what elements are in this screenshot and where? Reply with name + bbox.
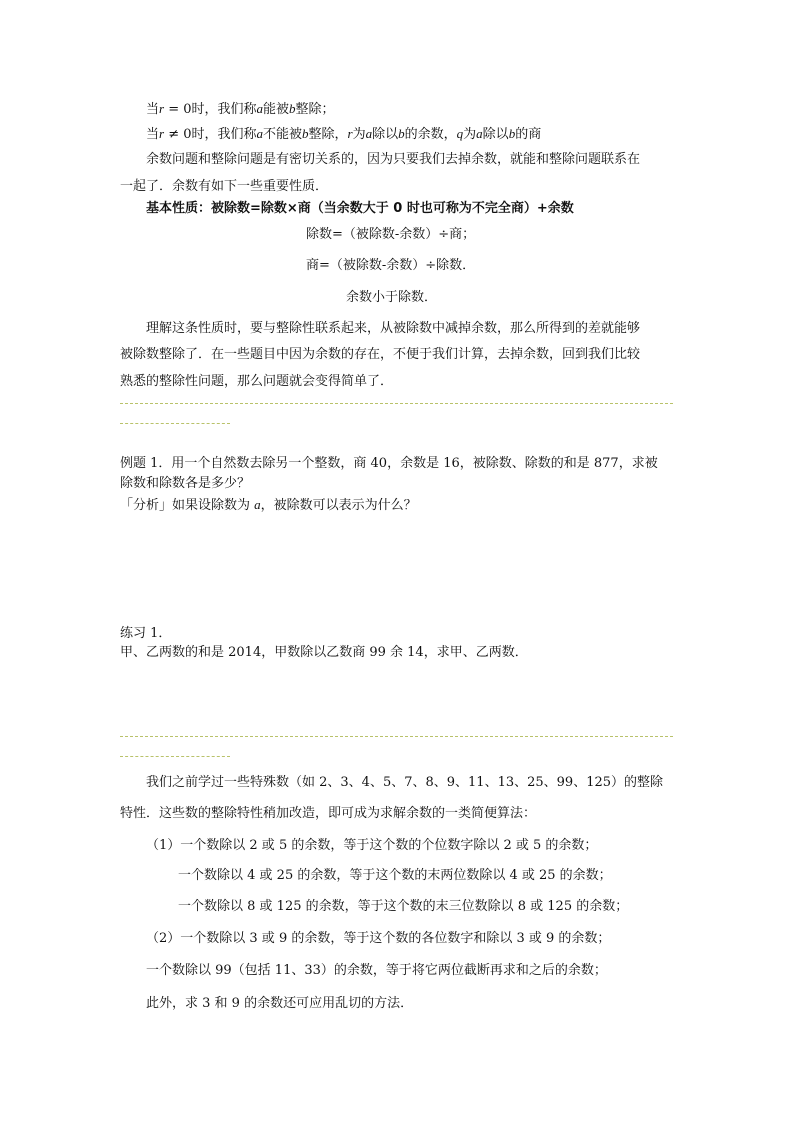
definition-line-1: 当r = 0时，我们称a能被b整除； <box>146 101 335 117</box>
rule-3-or-9: （2）一个数除以 3 或 9 的余数，等于这个数的各位数字和除以 3 或 9 的余数； <box>146 931 611 946</box>
rule-random-cut: 此外，求 3 和 9 的余数还可应用乱切的方法． <box>146 996 414 1011</box>
example1-analysis: 「分析」如果设除数为 a，被除数可以表示为什么？ <box>120 497 417 513</box>
example1-line-1: 例题 1．用一个自然数去除另一个整数，商 40，余数是 16，被除数、除数的和是 877，求被 <box>120 456 658 471</box>
special-intro-line-1: 我们之前学过一些特殊数（如 2、3、4、5、7、8、9、11、13、25、99、125）的整除 <box>146 775 664 790</box>
explanation-line-1: 理解这条性质时，要与整除性联系起来，从被除数中减掉余数，那么所得到的差就能够 <box>146 321 641 336</box>
basic-property: 基本性质：被除数=除数×商（当余数大于 0 时也可称为不完全商）+余数 <box>146 201 574 216</box>
separator-dashed-2 <box>120 736 673 737</box>
formula-quotient: 商=（被除数-余数）÷除数． <box>306 258 476 273</box>
rule-8-or-125: 一个数除以 8 或 125 的余数，等于这个数的末三位数除以 8 或 125 的余数； <box>178 899 629 914</box>
exercise1-text: 甲、乙两数的和是 2014，甲数除以乙数商 99 余 14，求甲、乙两数． <box>120 645 528 660</box>
rule-4-or-25: 一个数除以 4 或 25 的余数，等于这个数的末两位数除以 4 或 25 的余数； <box>178 868 612 883</box>
definition-line-2: 当r ≠ 0时，我们称a不能被b整除，r为a除以b的余数，q为a除以b的商 <box>146 126 542 142</box>
separator-dashed <box>120 403 673 404</box>
rule-99: 一个数除以 99（包括 11、33）的余数，等于将它两位截断再求和之后的余数； <box>146 963 607 978</box>
example1-line-2: 除数和除数各是多少？ <box>120 476 251 491</box>
intro-line-1: 余数问题和整除问题是有密切关系的，因为只要我们去掉余数，就能和整除问题联系在 <box>146 152 641 167</box>
exercise1-title: 练习 1． <box>120 626 172 641</box>
rule-2-or-5: （1）一个数除以 2 或 5 的余数，等于这个数的个位数字除以 2 或 5 的余数； <box>146 838 598 853</box>
separator-dashed-tail <box>120 423 230 424</box>
special-intro-line-2: 特性．这些数的整除特性稍加改造，即可成为求解余数的一类简便算法： <box>120 806 537 821</box>
explanation-line-2: 被除数整除了．在一些题目中因为余数的存在，不便于我们计算，去掉余数，回到我们比较 <box>120 347 641 362</box>
separator-dashed-2-tail <box>120 756 230 757</box>
formula-remainder: 余数小于除数． <box>346 290 438 305</box>
intro-line-2: 一起了．余数有如下一些重要性质． <box>120 179 329 194</box>
explanation-line-3: 熟悉的整除性问题，那么问题就会变得简单了． <box>120 374 394 389</box>
formula-divisor: 除数=（被除数-余数）÷商； <box>306 227 476 242</box>
